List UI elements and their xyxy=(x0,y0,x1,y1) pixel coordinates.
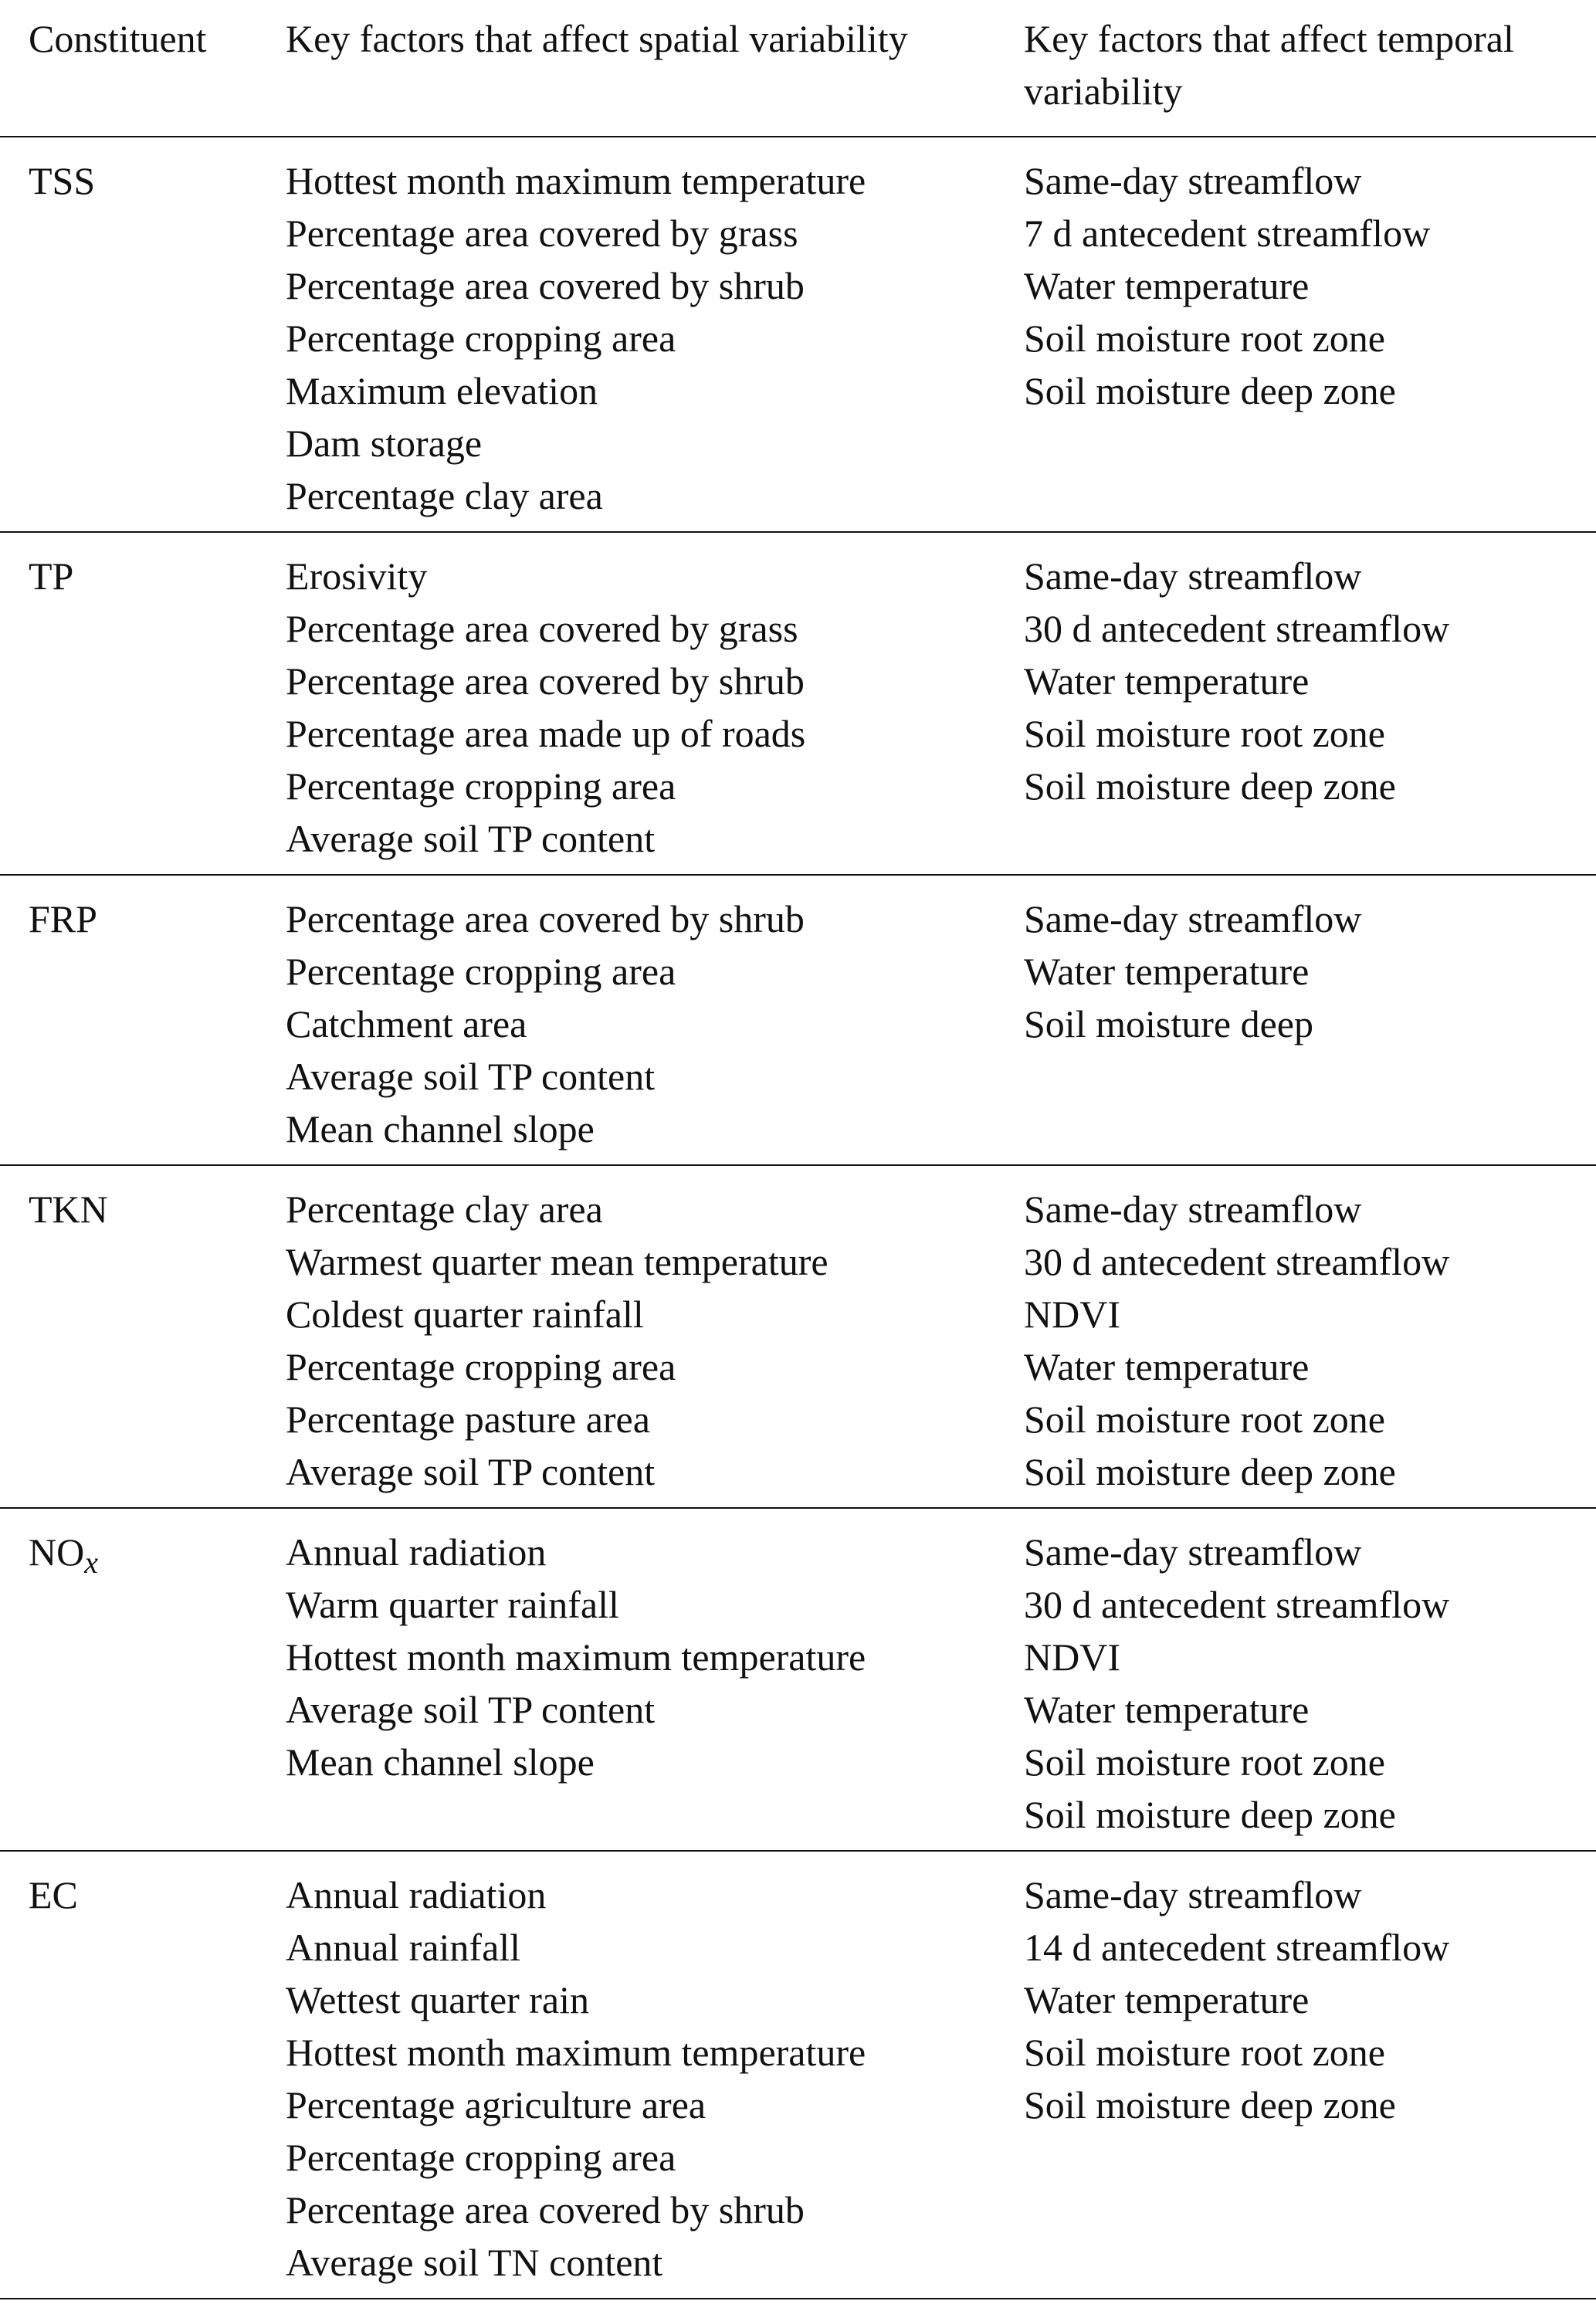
temporal-factors-cell xyxy=(1024,532,1596,875)
table-row-frp xyxy=(0,875,1596,1165)
spatial-factor: Wettest quarter rain xyxy=(286,1978,590,2021)
table-row-ec xyxy=(0,1851,1596,2299)
table-row-nox xyxy=(0,1508,1596,1851)
spatial-factor: Average soil TP content xyxy=(286,817,656,860)
spatial-factor: Hottest month maximum temperature xyxy=(286,159,866,202)
temporal-factor: Water temperature xyxy=(1024,1688,1310,1731)
spatial-factor: Percentage area covered by shrub xyxy=(286,264,805,307)
temporal-factor: Water temperature xyxy=(1024,1978,1310,2021)
temporal-factor: Water temperature xyxy=(1024,1345,1310,1388)
spatial-factor: Mean channel slope xyxy=(286,1740,595,1784)
spatial-factor: Annual radiation xyxy=(286,1873,547,1916)
temporal-factor: Soil moisture deep zone xyxy=(1024,2083,1396,2126)
temporal-factor: Soil moisture root zone xyxy=(1024,1740,1385,1784)
temporal-factor: 30 d antecedent streamflow xyxy=(1024,607,1450,650)
spatial-factor: Average soil TP content xyxy=(286,1450,656,1493)
spatial-factor: Catchment area xyxy=(286,1002,527,1045)
temporal-factor: Same-day streamflow xyxy=(1024,897,1362,940)
spatial-factor: Percentage cropping area xyxy=(286,317,676,360)
spatial-factor: Annual radiation xyxy=(286,1530,547,1574)
spatial-factor: Average soil TP content xyxy=(286,1688,656,1731)
temporal-factor: Same-day streamflow xyxy=(1024,1873,1362,1916)
temporal-factor: 14 d antecedent streamflow xyxy=(1024,1926,1450,1969)
spatial-factors-cell xyxy=(286,532,1024,875)
temporal-factor: Soil moisture deep zone xyxy=(1024,764,1396,808)
spatial-factors-cell xyxy=(286,137,1024,532)
temporal-factors-cell xyxy=(1024,137,1596,532)
spatial-factor: Erosivity xyxy=(286,554,428,598)
temporal-factor: Soil moisture root zone xyxy=(1024,712,1385,755)
constituent-cell: TP xyxy=(0,532,286,875)
constituent-cell xyxy=(0,1508,286,1851)
spatial-factor: Percentage cropping area xyxy=(286,764,676,808)
spatial-factor: Percentage cropping area xyxy=(286,2136,676,2179)
spatial-factor: Coldest quarter rainfall xyxy=(286,1293,644,1336)
constituent-cell: TSS xyxy=(0,137,286,532)
spatial-factor: Warm quarter rainfall xyxy=(286,1583,619,1626)
spatial-factor: Percentage pasture area xyxy=(286,1398,650,1441)
header-temporal xyxy=(1024,0,1596,137)
constituent-subscript: x xyxy=(84,1545,98,1580)
spatial-factor: Warmest quarter mean temperature xyxy=(286,1240,828,1283)
spatial-factor: Percentage clay area xyxy=(286,474,603,517)
spatial-factor: Maximum elevation xyxy=(286,369,598,412)
table-row-tkn xyxy=(0,1165,1596,1508)
spatial-factor: Percentage cropping area xyxy=(286,1345,676,1388)
spatial-factor: Mean channel slope xyxy=(286,1107,595,1150)
spatial-factor: Hottest month maximum temperature xyxy=(286,1635,866,1679)
temporal-factor: Soil moisture deep zone xyxy=(1024,369,1396,412)
temporal-factor: 30 d antecedent streamflow xyxy=(1024,1240,1450,1283)
spatial-factors-cell xyxy=(286,1165,1024,1508)
temporal-factor: Same-day streamflow xyxy=(1024,159,1362,202)
spatial-factor: Percentage area covered by shrub xyxy=(286,897,805,940)
temporal-factors-cell xyxy=(1024,1508,1596,1851)
temporal-factors-cell xyxy=(1024,1851,1596,2299)
temporal-factor: NDVI xyxy=(1024,1293,1120,1336)
temporal-factor: Soil moisture root zone xyxy=(1024,1398,1385,1441)
spatial-factors-cell xyxy=(286,875,1024,1165)
temporal-factor: Water temperature xyxy=(1024,659,1310,703)
spatial-factor: Average soil TP content xyxy=(286,1055,656,1098)
temporal-factors-cell xyxy=(1024,875,1596,1165)
temporal-factors-cell xyxy=(1024,1165,1596,1508)
temporal-factor: NDVI xyxy=(1024,1635,1120,1679)
temporal-factor: Soil moisture deep xyxy=(1024,1002,1313,1045)
temporal-factor: Soil moisture root zone xyxy=(1024,2031,1385,2074)
temporal-factor: Water temperature xyxy=(1024,264,1310,307)
spatial-factor: Percentage cropping area xyxy=(286,950,676,993)
temporal-factor: Soil moisture deep zone xyxy=(1024,1450,1396,1493)
spatial-factor: Percentage area covered by grass xyxy=(286,607,798,650)
header-spatial: Key factors that affect spatial variability xyxy=(286,0,1024,137)
spatial-factor: Percentage agriculture area xyxy=(286,2083,707,2126)
spatial-factor: Percentage clay area xyxy=(286,1188,603,1231)
spatial-factor: Percentage area covered by shrub xyxy=(286,2188,805,2231)
temporal-factor: Soil moisture deep zone xyxy=(1024,1793,1396,1836)
table-row-tss xyxy=(0,137,1596,532)
spatial-factors-cell xyxy=(286,1508,1024,1851)
constituent-cell: FRP xyxy=(0,875,286,1165)
temporal-factor: 7 d antecedent streamflow xyxy=(1024,212,1431,255)
temporal-factor: 30 d antecedent streamflow xyxy=(1024,1583,1450,1626)
temporal-factor: Same-day streamflow xyxy=(1024,554,1362,598)
temporal-factor: Soil moisture root zone xyxy=(1024,317,1385,360)
temporal-factor: Same-day streamflow xyxy=(1024,1188,1362,1231)
header-row xyxy=(0,0,1596,137)
header-constituent: Constituent xyxy=(0,0,286,137)
spatial-factor: Average soil TN content xyxy=(286,2241,663,2284)
spatial-factor: Percentage area covered by grass xyxy=(286,212,798,255)
spatial-factor: Hottest month maximum temperature xyxy=(286,2031,866,2074)
table-row-tp xyxy=(0,532,1596,875)
constituent-cell: TKN xyxy=(0,1165,286,1508)
temporal-factor: Same-day streamflow xyxy=(1024,1530,1362,1574)
spatial-factors-cell xyxy=(286,1851,1024,2299)
spatial-factor: Percentage area covered by shrub xyxy=(286,659,805,703)
temporal-factor: Water temperature xyxy=(1024,950,1310,993)
header-temporal-line-1: Key factors that affect temporal xyxy=(1024,17,1514,60)
constituent-base: NO xyxy=(29,1530,85,1574)
spatial-factor: Annual rainfall xyxy=(286,1926,521,1969)
spatial-factor: Dam storage xyxy=(286,422,483,465)
spatial-factor: Percentage area made up of roads xyxy=(286,712,806,755)
constituent-cell: EC xyxy=(0,1851,286,2299)
header-temporal-line-2: variability xyxy=(1024,69,1183,113)
